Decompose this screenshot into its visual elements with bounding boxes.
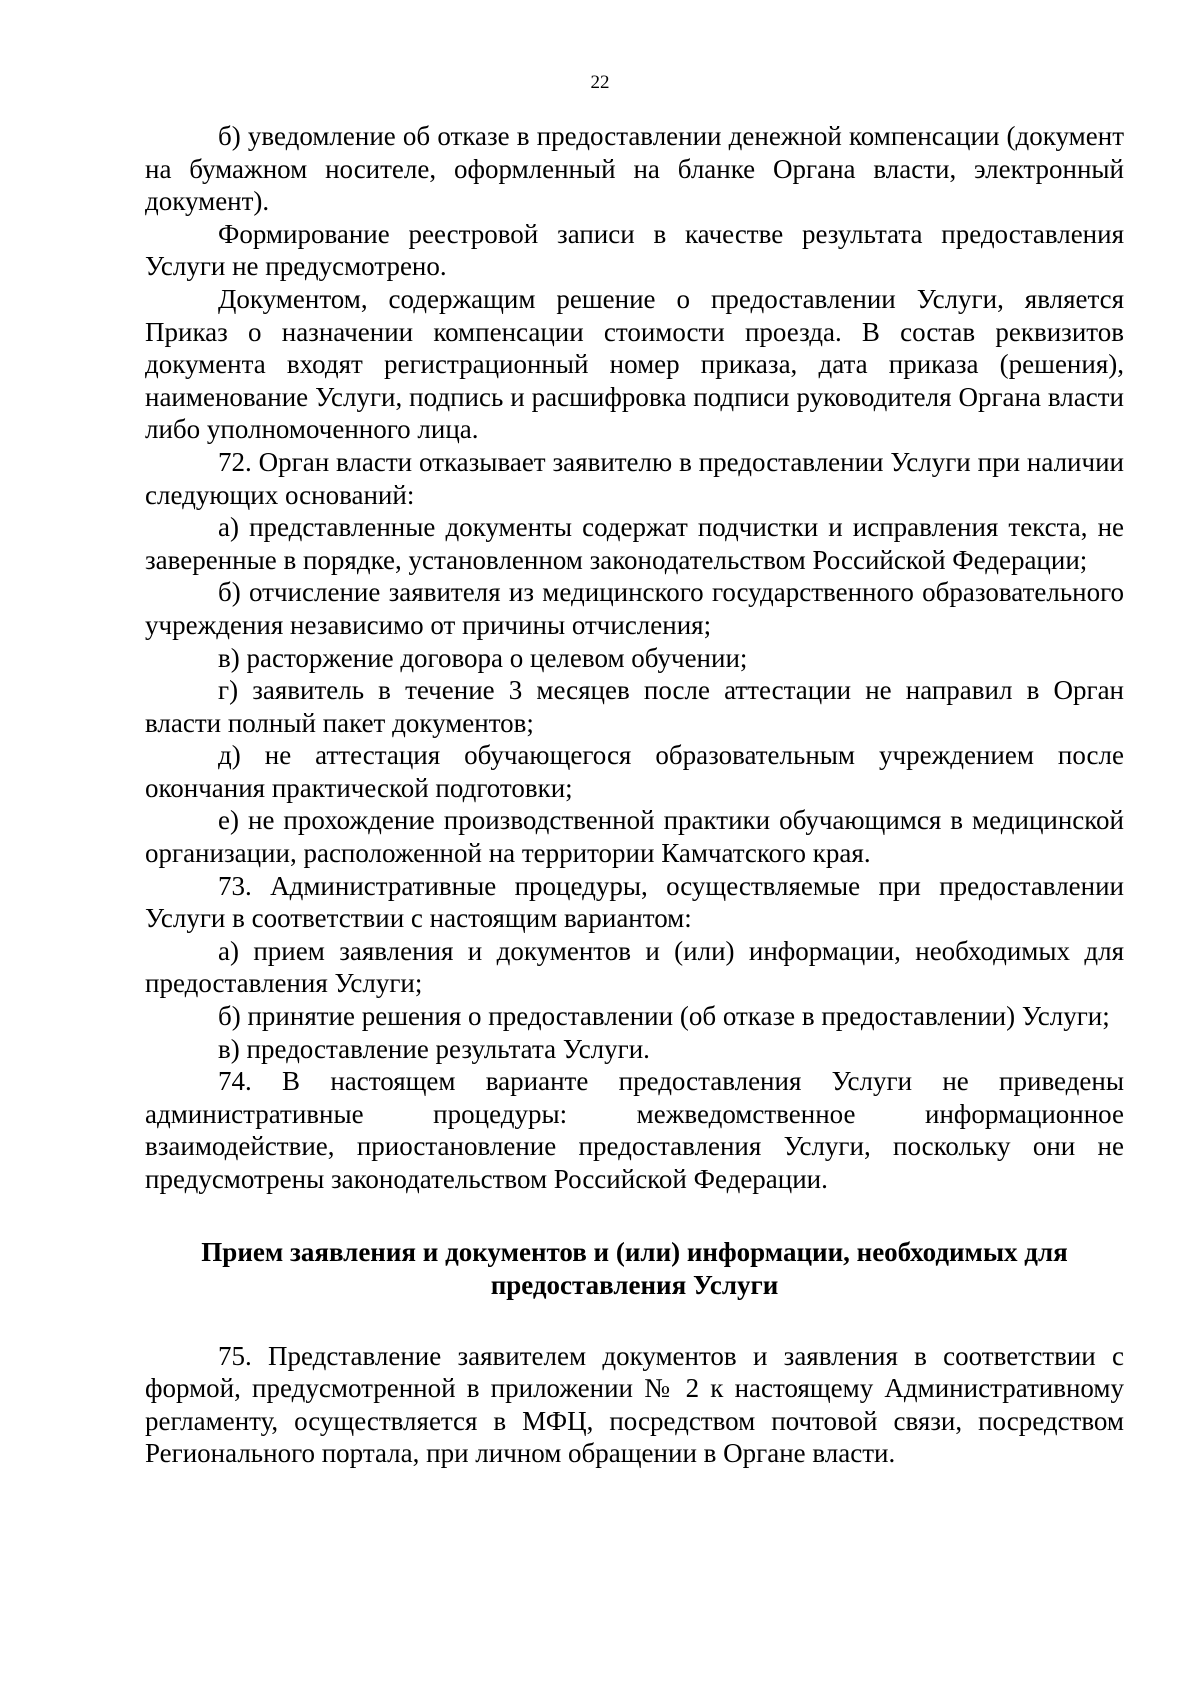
section-heading-line-2: предоставления Услуги [490,1269,779,1300]
paragraph-notice-of-refusal: б) уведомление об отказе в предоставлении денежной компенсации (документ на бумажном носителе, оформленный на бланке Органа власти, электронный документ). [145,121,1124,217]
paragraph-registry-record: Формирование реестровой записи в качестве результата предоставления Услуги не предусмотрено. [145,218,1124,282]
list-item-72-a: а) представленные документы содержат подчистки и исправления текста, не заверенные в порядке, установленном законодательством Российской Федерации; [145,512,1124,575]
section-heading-line-1: Прием заявления и документов и (или) информации, необходимых для [201,1236,1068,1267]
list-item-72-g: г) заявитель в течение 3 месяцев после аттестации не направил в Орган власти полный пакет документов; [145,675,1124,738]
list-item-73-a: а) прием заявления и документов и (или) информации, необходимых для предоставления Услуги; [145,935,1124,999]
paragraph-72: 72. Орган власти отказывает заявителю в предоставлении Услуги при наличии следующих оснований: [145,446,1124,510]
section-heading [145,1236,1124,1302]
list-item-72-d: д) не аттестация обучающегося образовательным учреждением после окончания практической подготовки; [145,740,1124,803]
paragraph-73: 73. Административные процедуры, осуществляемые при предоставлении Услуги в соответствии с настоящим вариантом: [145,870,1124,934]
page-number: 22 [590,72,610,93]
paragraph-75: 75. Представление заявителем документов и заявления в соответствии с формой, предусмотренной в приложении № 2 к настоящему Административному регламенту, осуществляется в МФЦ, посредством почтовой связи, посредством Регионального портала, при личном обращении в Органе власти. [145,1340,1124,1469]
list-item-73-b: б) принятие решения о предоставлении (об отказе в предоставлении) Услуги; [218,1001,1110,1032]
list-item-72-v: в) расторжение договора о целевом обучении; [218,642,748,673]
paragraph-74: 74. В настоящем варианте предоставления Услуги не приведены административные процедуры: межведомственное информационное взаимодействие, приостановление предоставления Услуги, поскольку они не предусмотрены законодательством Российской Федерации. [145,1066,1124,1194]
list-item-73-v: в) предоставление результата Услуги. [218,1033,650,1064]
list-item-72-b: б) отчисление заявителя из медицинского государственного образовательного учреждения независимо от причины отчисления; [145,577,1124,640]
document-body [145,120,1124,1470]
paragraph-decision-document: Документом, содержащим решение о предоставлении Услуги, является Приказ о назначении компенсации стоимости проезда. В состав реквизитов документа входят регистрационный номер приказа, дата приказа (решения), наименование Услуги, подпись и расшифровка подписи руководителя Органа власти либо уполномоченного лица. [145,283,1124,445]
list-item-72-e: е) не прохождение производственной практики обучающимся в медицинской организации, расположенной на территории Камчатского края. [145,805,1124,869]
